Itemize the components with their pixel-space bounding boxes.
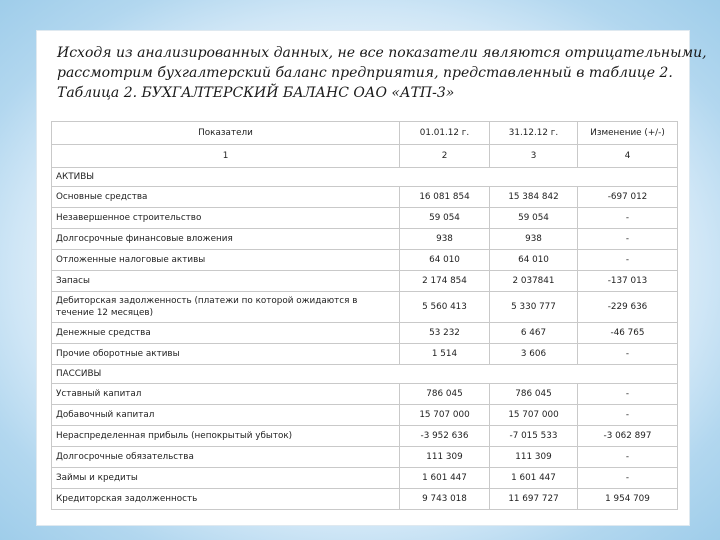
change-cell: -46 765 (578, 323, 678, 344)
value-cell: 16 081 854 (400, 187, 490, 208)
table-row (52, 229, 678, 250)
row-label: Уставный капитал (52, 384, 400, 405)
row-label: Долгосрочные обязательства (52, 447, 400, 468)
change-cell: - (578, 250, 678, 271)
value-cell: 786 045 (490, 384, 578, 405)
intro-line-2: рассмотрим бухгалтерский баланс предприятия, представленный в таблице 2. (57, 65, 673, 81)
table-caption: Таблица 2. БУХГАЛТЕРСКИЙ БАЛАНС ОАО «АТП-3» (57, 85, 455, 101)
change-cell: -697 012 (578, 187, 678, 208)
value-cell: 111 309 (490, 447, 578, 468)
section-title-assets: АКТИВЫ (52, 168, 678, 187)
value-cell: 938 (400, 229, 490, 250)
row-label: Добавочный капитал (52, 405, 400, 426)
header-cell: 31.12.12 г. (490, 122, 578, 145)
value-cell: 2 174 854 (400, 271, 490, 292)
change-cell: -3 062 897 (578, 426, 678, 447)
change-cell: 1 954 709 (578, 489, 678, 510)
table-row (52, 323, 678, 344)
table-row (52, 468, 678, 489)
change-cell: - (578, 229, 678, 250)
value-cell: 1 601 447 (490, 468, 578, 489)
value-cell: 786 045 (400, 384, 490, 405)
change-cell: -229 636 (578, 292, 678, 323)
change-cell: - (578, 447, 678, 468)
table-row (52, 447, 678, 468)
row-label: Нераспределенная прибыль (непокрытый убыток) (52, 426, 400, 447)
section-row-assets (52, 168, 678, 187)
change-cell: - (578, 384, 678, 405)
table-row (52, 187, 678, 208)
column-number-row (52, 145, 678, 168)
change-cell: -137 013 (578, 271, 678, 292)
table-row (52, 271, 678, 292)
change-cell: - (578, 405, 678, 426)
value-cell: 59 054 (490, 208, 578, 229)
change-cell: - (578, 344, 678, 365)
value-cell: 15 707 000 (400, 405, 490, 426)
intro-text (57, 43, 707, 103)
row-label: Отложенные налоговые активы (52, 250, 400, 271)
intro-line-1: Исходя из анализированных данных, не все показатели являются отрицательными, (57, 45, 707, 61)
value-cell: 15 384 842 (490, 187, 578, 208)
value-cell: 15 707 000 (490, 405, 578, 426)
row-label: Основные средства (52, 187, 400, 208)
table-row (52, 292, 678, 323)
row-label: Денежные средства (52, 323, 400, 344)
table-row (52, 405, 678, 426)
table-row (52, 208, 678, 229)
table-row (52, 384, 678, 405)
value-cell: 3 606 (490, 344, 578, 365)
value-cell: -7 015 533 (490, 426, 578, 447)
value-cell: 64 010 (490, 250, 578, 271)
value-cell: 9 743 018 (400, 489, 490, 510)
table-row (52, 344, 678, 365)
value-cell: 64 010 (400, 250, 490, 271)
row-label: Долгосрочные финансовые вложения (52, 229, 400, 250)
value-cell: 53 232 (400, 323, 490, 344)
value-cell: 11 697 727 (490, 489, 578, 510)
row-label: Дебиторская задолженность (платежи по которой ожидаются в течение 12 месяцев) (52, 292, 400, 323)
row-label: Займы и кредиты (52, 468, 400, 489)
header-cell: Изменение (+/-) (578, 122, 678, 145)
value-cell: 5 560 413 (400, 292, 490, 323)
table-row (52, 250, 678, 271)
value-cell: -3 952 636 (400, 426, 490, 447)
table-row (52, 426, 678, 447)
header-cell: 01.01.12 г. (400, 122, 490, 145)
value-cell: 5 330 777 (490, 292, 578, 323)
value-cell: 1 514 (400, 344, 490, 365)
row-label: Незавершенное строительство (52, 208, 400, 229)
column-number: 3 (490, 145, 578, 168)
value-cell: 59 054 (400, 208, 490, 229)
balance-table (51, 121, 678, 510)
value-cell: 938 (490, 229, 578, 250)
column-number: 1 (52, 145, 400, 168)
value-cell: 111 309 (400, 447, 490, 468)
value-cell: 1 601 447 (400, 468, 490, 489)
section-title-liabilities: ПАССИВЫ (52, 365, 678, 384)
row-label: Кредиторская задолженность (52, 489, 400, 510)
value-cell: 6 467 (490, 323, 578, 344)
value-cell: 2 037841 (490, 271, 578, 292)
change-cell: - (578, 468, 678, 489)
header-cell: Показатели (52, 122, 400, 145)
table-row (52, 489, 678, 510)
row-label: Прочие оборотные активы (52, 344, 400, 365)
table-header-row (52, 122, 678, 145)
column-number: 4 (578, 145, 678, 168)
section-row-liabilities (52, 365, 678, 384)
slide (36, 30, 707, 526)
column-number: 2 (400, 145, 490, 168)
change-cell: - (578, 208, 678, 229)
row-label: Запасы (52, 271, 400, 292)
